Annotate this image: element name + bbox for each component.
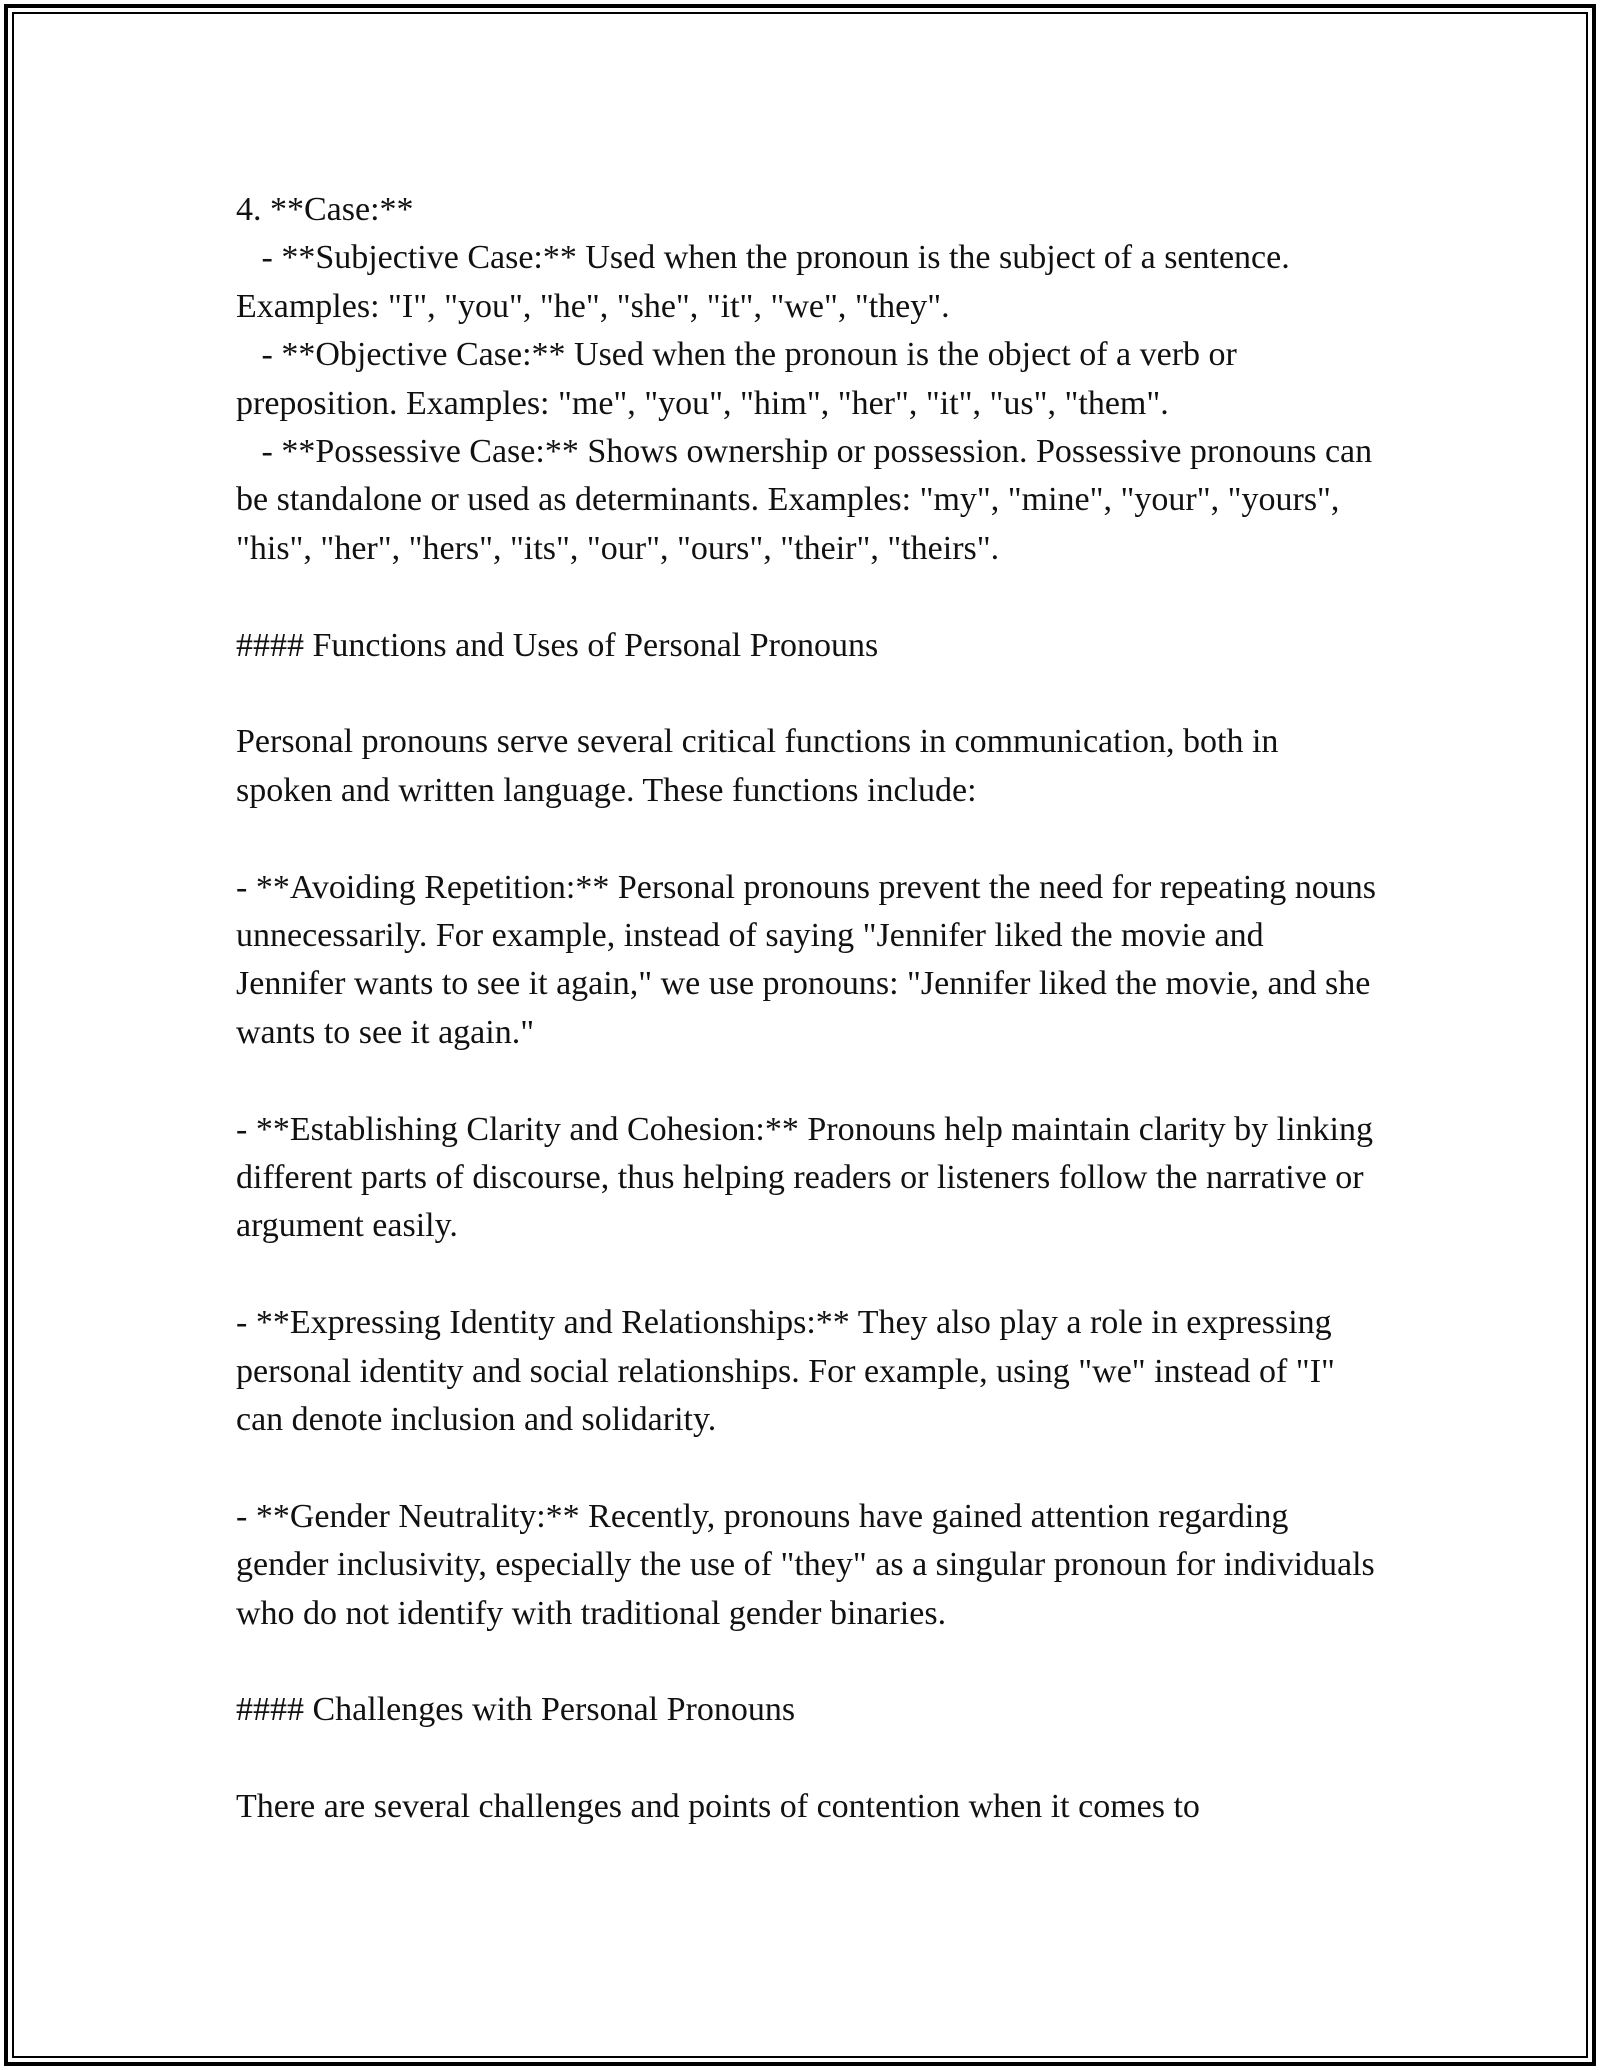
challenges-intro-paragraph: There are several challenges and points of contention when it comes to xyxy=(236,1788,1200,1826)
gender-neutrality-item: - **Gender Neutrality:** Recently, pronouns have gained attention regarding gender inclusivity, especially the use of "they" as a singular pronoun for individuals who do not identify with traditional gender binaries. xyxy=(236,1497,1384,1632)
avoiding-repetition-item: - **Avoiding Repetition:** Personal pronouns prevent the need for repeating nouns unnecessarily. For example, instead of saying "Jennifer liked the movie and Jennifer wants to see it again," we use pronouns: "Jennifer liked the movie, and she wants to see it again." xyxy=(236,868,1385,1051)
clarity-cohesion-item: - **Establishing Clarity and Cohesion:** Pronouns help maintain clarity by linking different parts of discourse, thus helping readers or listeners follow the narrative or argument easily. xyxy=(236,1110,1382,1245)
paragraph-gap xyxy=(236,1444,1376,1492)
paragraph-gap xyxy=(236,1251,1376,1299)
paragraph-gap xyxy=(236,1735,1376,1783)
document-body xyxy=(236,186,1385,1832)
paragraph-gap xyxy=(236,670,1376,718)
case-heading: 4. **Case:** xyxy=(236,191,414,228)
functions-intro-paragraph: Personal pronouns serve several critical functions in communication, both in spoken and written language. These functions include: xyxy=(236,723,1287,809)
paragraph-gap xyxy=(236,1057,1376,1105)
paragraph-gap xyxy=(236,815,1376,863)
objective-case-item: - **Objective Case:** Used when the pronoun is the object of a verb or preposition. Examples: "me", "you", "him", "her", "it", "us", "them". xyxy=(236,336,1246,422)
paragraph-gap xyxy=(236,1638,1376,1686)
possessive-case-item: - **Possessive Case:** Shows ownership or possession. Possessive pronouns can be standalone or used as determinants. Examples: "my", "mine", "your", "yours", "his", "her", "hers", "its", "our", "ours", "their", "theirs". xyxy=(236,433,1381,567)
paragraph-gap xyxy=(236,573,1376,621)
challenges-heading: #### Challenges with Personal Pronouns xyxy=(236,1691,796,1729)
functions-heading: #### Functions and Uses of Personal Pronouns xyxy=(236,626,879,664)
subjective-case-item: - **Subjective Case:** Used when the pronoun is the subject of a sentence. Examples: "I", "you", "he", "she", "it", "we", "they". xyxy=(236,239,1299,325)
identity-relationships-item: - **Expressing Identity and Relationships:** They also play a role in expressing personal identity and social relationships. For example, using "we" instead of "I" can denote inclusion and solidarity. xyxy=(236,1304,1344,1439)
